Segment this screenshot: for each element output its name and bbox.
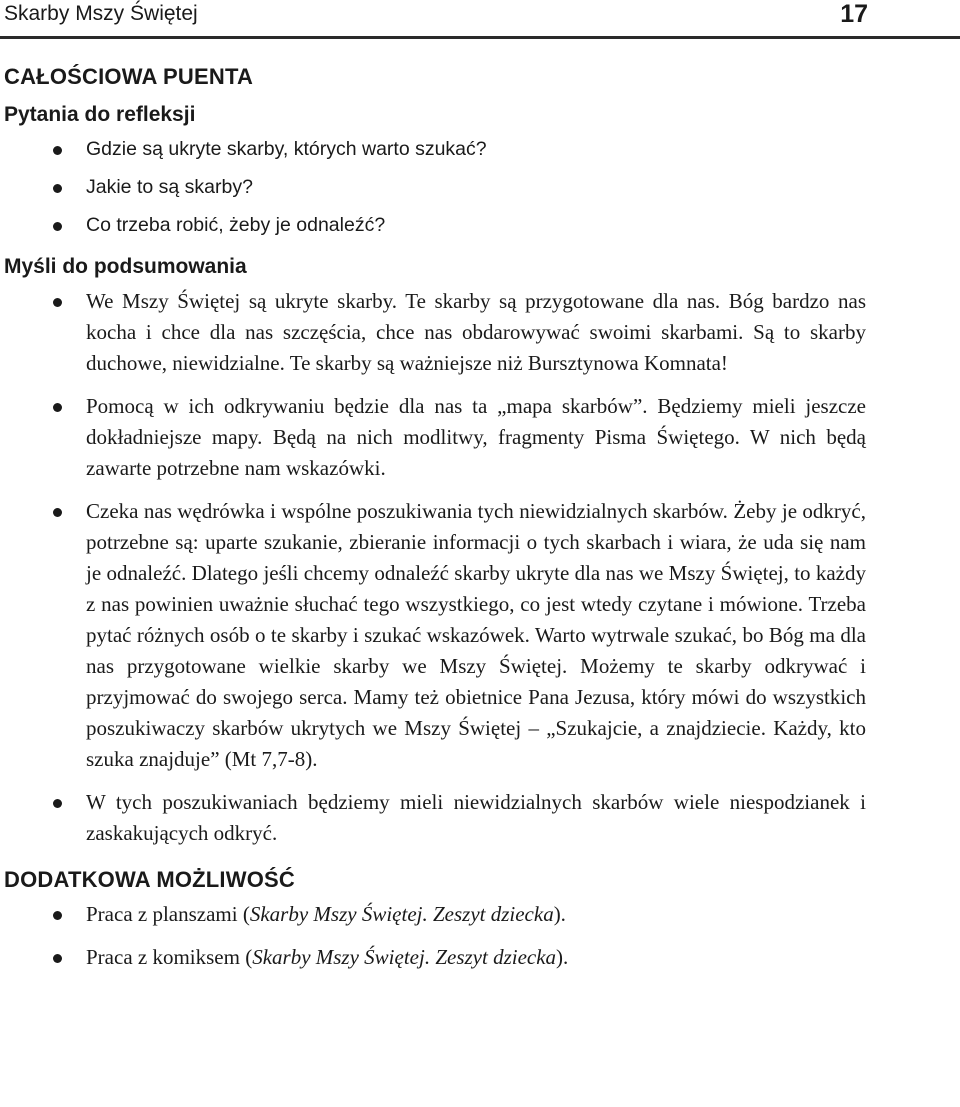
bullet-icon [53, 799, 62, 808]
page-number: 17 [840, 0, 868, 28]
list-item [0, 210, 866, 241]
list-item [0, 391, 866, 484]
summary-list [0, 286, 960, 849]
bullet-icon [53, 184, 62, 193]
list-item-text: Pomocą w ich odkrywaniu będzie dla nas ta „mapa skarbów”. Będziemy mieli jeszcze dokładniejsze mapy. Będą na nich modlitwy, fragmenty Pisma Świętego. W nich będą zawarte potrzebne nam wskazówki. [86, 394, 866, 480]
list-item-text: Jakie to są skarby? [86, 176, 253, 198]
bullet-icon [53, 954, 62, 963]
bullet-icon [53, 298, 62, 307]
bullet-icon [53, 508, 62, 517]
page-header [0, 0, 960, 40]
bullet-icon [53, 911, 62, 920]
list-item [0, 942, 866, 973]
section-title-additional: DODATKOWA MOŻLIWOŚĆ [4, 867, 295, 892]
header-divider [0, 36, 960, 39]
list-item-text: W tych poszukiwaniach będziemy mieli niewidzialnych skarbów wiele niespodzianek i zaskakujących odkryć. [86, 790, 866, 845]
list-item-text: ). [553, 902, 566, 926]
list-item [0, 787, 866, 849]
list-item [0, 899, 866, 930]
bullet-icon [53, 222, 62, 231]
page-content [0, 58, 960, 985]
subsection-title-reflection: Pytania do refleksji [4, 103, 196, 126]
list-item-text: We Mszy Świętej są ukryte skarby. Te skarby są przygotowane dla nas. Bóg bardzo nas kocha i chce dla nas szczęścia, chce nas obdarowywać swoimi skarbami. Są to skarby duchowe, niewidzialne. Te skarby są ważniejsze niż Bursztynowa Komnata! [86, 289, 866, 375]
running-title: Skarby Mszy Świętej [4, 2, 198, 25]
additional-list [0, 899, 960, 973]
section-title-puenta: CAŁOŚCIOWA PUENTA [4, 64, 254, 89]
list-item-text: Praca z komiksem ( [86, 945, 253, 969]
list-item-text: Gdzie są ukryte skarby, których warto szukać? [86, 138, 487, 160]
list-item-text: Czeka nas wędrówka i wspólne poszukiwania tych niewidzialnych skarbów. Żeby je odkryć, potrzebne są: uparte szukanie, zbieranie informacji o tych skarbach i wiara, że uda się nam je odnaleźć. Dlatego jeśli chcemy odnaleźć skarby ukryte dla nas we Mszy Świętej, to każdy z nas powinien uważnie słuchać tego wszystkiego, co jest wtedy czytane i mówione. Trzeba pytać różnych osób o te skarby i szukać wskazówek. Warto wytrwale szukać, bo Bóg ma dla nas przygotowane wielkie skarby we Mszy Świętej. Możemy te skarby odkrywać i przyjmować do swojego serca. Mamy też obietnice Pana Jezusa, który mówi do wszystkich poszukiwaczy skarbów ukrytych we Mszy Świętej – „Szukajcie, a znajdziecie. Każdy, kto szuka znajduje” (Mt 7,7-8). [86, 499, 866, 771]
list-item [0, 134, 866, 165]
list-item [0, 496, 866, 775]
book-title: Skarby Mszy Świętej. Zeszyt dziecka [252, 945, 557, 969]
list-item [0, 172, 866, 203]
list-item-text: Co trzeba robić, żeby je odnaleźć? [86, 214, 386, 236]
subsection-title-summary: Myśli do podsumowania [4, 255, 247, 278]
reflection-list [0, 134, 960, 241]
book-title: Skarby Mszy Świętej. Zeszyt dziecka [249, 902, 554, 926]
list-item [0, 286, 866, 379]
list-item-text: ). [556, 945, 569, 969]
bullet-icon [53, 146, 62, 155]
bullet-icon [53, 403, 62, 412]
list-item-text: Praca z planszami ( [86, 902, 250, 926]
